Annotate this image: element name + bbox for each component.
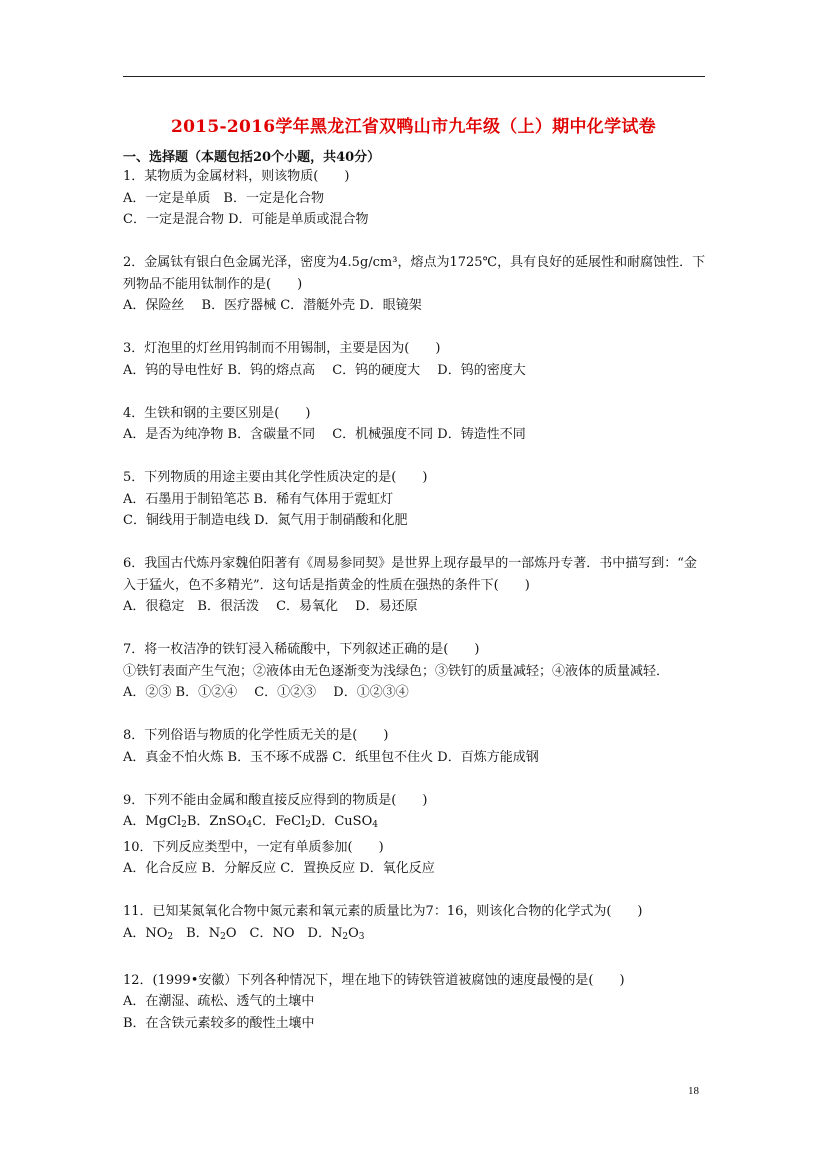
- option-d-mid: O: [348, 925, 359, 941]
- option-a: A．MgCl: [123, 814, 182, 829]
- question-stem: 5．下列物质的用途主要由其化学性质决定的是( ): [123, 470, 428, 485]
- question-stem: 7．将一枚洁净的铁钉浸入稀硫酸中，下列叙述正确的是( ): [123, 642, 480, 657]
- question-5: [123, 467, 708, 532]
- question-list: [123, 166, 708, 1034]
- option-line: A．一定是单质 B．一定是化合物: [123, 190, 324, 206]
- question-8: [123, 725, 708, 768]
- option-b-tail: O: [225, 925, 237, 941]
- question-4: [123, 403, 708, 446]
- question-12: [123, 970, 708, 1035]
- question-stem: 3．灯泡里的灯丝用钨制而不用锡制，主要是因为( ): [123, 341, 441, 356]
- option-line: A．石墨用于制铅笔芯 B．稀有气体用于霓虹灯: [123, 491, 394, 507]
- option-line: C．铜线用于制造电线 D．氮气用于制硝酸和化肥: [123, 513, 408, 528]
- option-line: A．保险丝 B．医疗器械 C．潜艇外壳 D．眼镜架: [123, 298, 422, 313]
- option-line: C．一定是混合物 D．可能是单质或混合物: [123, 212, 369, 227]
- page-title: 2015-2016学年黑龙江省双鸭山市九年级（上）期中化学试卷: [171, 117, 656, 137]
- question-9: [123, 790, 708, 837]
- question-3: [123, 338, 708, 381]
- option-line: A．钨的导电性好 B．钨的熔点高 C．钨的硬度大 D．钨的密度大: [123, 362, 526, 378]
- option-b: B．N: [186, 925, 221, 941]
- question-stem: 10．下列反应类型中，一定有单质参加( ): [123, 839, 384, 855]
- question-stem: 2．金属钛有银白色金属光泽，密度为4.5g/cm³，熔点为1725℃，具有良好的延展性和耐腐蚀性．下列物品不能用钛制作的是( ): [123, 255, 706, 292]
- question-7: [123, 639, 708, 704]
- header-rule: [123, 76, 705, 77]
- subscript: 2: [305, 820, 311, 830]
- question-statements: ①铁钉表面产生气泡；②液体由无色逐渐变为浅绿色；③铁钉的质量减轻；④液体的质量减轻．: [123, 663, 670, 679]
- option-a: A．NO: [123, 925, 168, 941]
- option-line: A．化合反应 B．分解反应 C．置换反应 D．氧化反应: [123, 861, 435, 876]
- option-line: A．②③ B．①②④ C．①②③ D．①②③④: [123, 685, 409, 700]
- option-line: B．在含铁元素较多的酸性土壤中: [123, 1015, 315, 1031]
- page-number: 18: [688, 1085, 699, 1097]
- option-line: A．很稳定 B．很活泼 C．易氧化 D．易还原: [123, 599, 418, 614]
- option-d: D．N: [307, 925, 343, 941]
- option-c: C．FeCl: [252, 814, 306, 829]
- option-line: A．是否为纯净物 B．含碳量不同 C．机械强度不同 D．铸造性不同: [123, 427, 526, 442]
- subscript: 2: [181, 820, 187, 830]
- section-heading: 一、选择题（本题包括20个小题，共40分）: [123, 150, 381, 165]
- option-line: [123, 923, 708, 949]
- option-b: B．ZnSO: [186, 814, 247, 829]
- question-stem: 4．生铁和钢的主要区别是( ): [123, 405, 311, 421]
- question-stem: 8．下列俗语与物质的化学性质无关的是( ): [123, 728, 389, 743]
- subscript: 2: [167, 931, 174, 942]
- question-stem: 6．我国古代炼丹家魏伯阳著有《周易参同契》是世界上现存最早的一部炼丹专著．书中描写到：“金入于猛火，色不多精光”．这句话是指黄金的性质在强热的条件下( ): [123, 556, 697, 593]
- question-10: [123, 837, 708, 880]
- question-11: [123, 901, 708, 948]
- option-line: A．在潮湿、疏松、透气的土壤中: [123, 994, 315, 1009]
- question-stem: 12．(1999•安徽）下列各种情况下，埋在地下的铸铁管道被腐蚀的速度最慢的是( ): [123, 972, 625, 988]
- question-stem: 9．下列不能由金属和酸直接反应得到的物质是( ): [123, 792, 428, 808]
- subscript: 2: [220, 931, 226, 942]
- subscript: 2: [342, 931, 349, 942]
- option-d: D．CuSO: [310, 814, 373, 829]
- question-stem: 11．已知某氮氧化合物中氮元素和氧元素的质量比为7：16，则该化合物的化学式为( ): [123, 904, 643, 919]
- subscript: 4: [246, 820, 253, 830]
- subscript: 4: [372, 820, 378, 830]
- option-c: C．NO: [249, 925, 295, 941]
- question-1: [123, 166, 708, 231]
- question-2: [123, 252, 708, 317]
- option-line: [123, 811, 708, 837]
- subscript: 3: [358, 931, 365, 942]
- question-stem: 1．某物质为金属材料，则该物质( ): [123, 169, 350, 184]
- option-line: A．真金不怕火炼 B．玉不琢不成器 C．纸里包不住火 D．百炼方能成钢: [123, 749, 539, 765]
- question-6: [123, 553, 708, 618]
